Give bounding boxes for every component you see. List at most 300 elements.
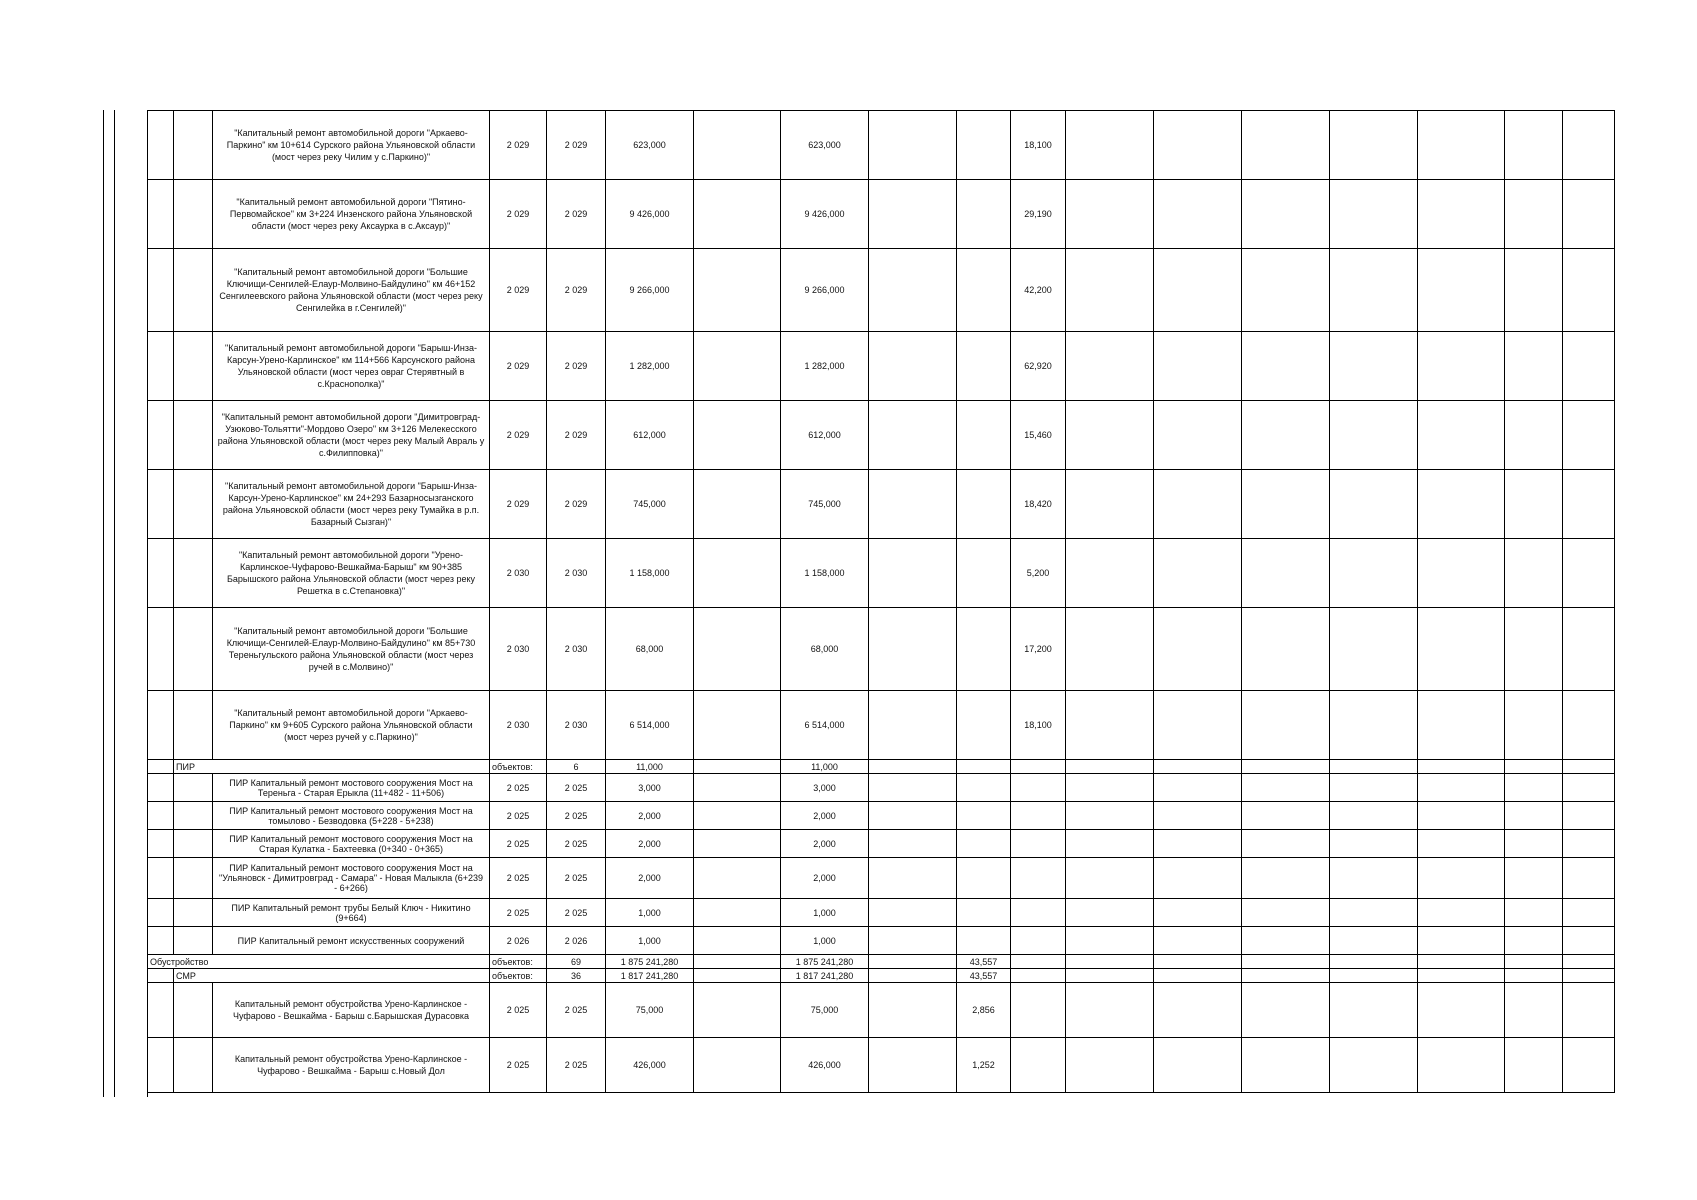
table-cell-empty — [1242, 180, 1330, 249]
table-cell-empty — [694, 983, 781, 1038]
table-cell-empty — [869, 1038, 957, 1093]
objects-count: 36 — [547, 969, 606, 983]
table-cell-empty — [869, 470, 957, 539]
end-year: 2 029 — [547, 401, 606, 470]
table-cell-empty — [869, 830, 957, 858]
table-cell-empty — [1066, 691, 1154, 760]
table-cell-empty — [1066, 401, 1154, 470]
table-cell-empty — [1066, 1038, 1154, 1093]
table-cell-empty — [1066, 608, 1154, 691]
table-cell-empty — [1418, 249, 1505, 332]
indent-cell — [148, 608, 174, 691]
start-year: 2 025 — [490, 830, 547, 858]
table-row — [148, 608, 1615, 691]
table-row — [148, 691, 1615, 760]
indent-cell — [174, 774, 213, 802]
indent-cell — [148, 774, 174, 802]
indent-cell — [174, 691, 213, 760]
table-cell-empty — [694, 470, 781, 539]
end-year: 2 025 — [547, 802, 606, 830]
table-cell-empty — [1563, 774, 1615, 802]
table-cell-empty — [1154, 608, 1242, 691]
object-description: "Капитальный ремонт автомобильной дороги "Аркаево-Паркино" км 10+614 Сурского района Ульяновской области (мост через реку Чилим у с.Паркино)" — [213, 111, 490, 180]
table-row — [148, 899, 1615, 927]
table-cell-empty — [1154, 969, 1242, 983]
table-cell-empty — [1242, 760, 1330, 774]
end-year: 2 030 — [547, 691, 606, 760]
table-cell-empty — [1242, 608, 1330, 691]
table-cell-empty — [1563, 249, 1615, 332]
table-row — [148, 1038, 1615, 1093]
table-row — [148, 111, 1615, 180]
regional-budget: 426,000 — [781, 1038, 869, 1093]
length-value: 62,920 — [1011, 332, 1066, 401]
total-cost: 1,000 — [606, 899, 694, 927]
table-cell-empty — [957, 470, 1011, 539]
regional-budget: 1 282,000 — [781, 332, 869, 401]
table-cell-empty — [1011, 858, 1066, 899]
objects-count: 69 — [547, 955, 606, 969]
table-row — [148, 332, 1615, 401]
table-cell-empty — [1066, 470, 1154, 539]
summary-row — [148, 969, 1615, 983]
table-cell-empty — [1418, 608, 1505, 691]
end-year: 2 030 — [547, 608, 606, 691]
table-cell-empty — [1505, 983, 1563, 1038]
table-cell-empty — [1563, 608, 1615, 691]
table-cell-empty — [1330, 111, 1418, 180]
table-cell-empty — [1418, 401, 1505, 470]
total-cost: 1 282,000 — [606, 332, 694, 401]
indent-cell — [174, 249, 213, 332]
table-cell-empty — [869, 983, 957, 1038]
table-cell-empty — [1330, 401, 1418, 470]
table-cell-empty — [1418, 927, 1505, 955]
table-cell-empty — [1011, 927, 1066, 955]
table-cell-empty — [1330, 858, 1418, 899]
regional-budget: 9 426,000 — [781, 180, 869, 249]
total-cost: 623,000 — [606, 111, 694, 180]
object-description: "Капитальный ремонт автомобильной дороги "Урено-Карлинское-Чуфарово-Вешкайма-Барыш" км 90+385 Барышского района Ульяновской области (мост через реку Решетка в с.Степановка)" — [213, 539, 490, 608]
table-cell-empty — [1418, 111, 1505, 180]
object-description: "Капитальный ремонт автомобильной дороги "Большие Ключищи-Сенгилей-Елаур-Молвино-Байдулино" км 85+730 Тереньгульского района Ульяновской области (мост через ручей в с.Молвино)" — [213, 608, 490, 691]
start-year: 2 025 — [490, 802, 547, 830]
table-cell-empty — [694, 401, 781, 470]
table-cell-empty — [1154, 858, 1242, 899]
table-cell-empty — [1563, 760, 1615, 774]
outline-line — [114, 110, 115, 1097]
end-year: 2 025 — [547, 899, 606, 927]
length-value: 43,557 — [957, 969, 1011, 983]
summary-row — [148, 760, 1615, 774]
table-cell-empty — [1418, 760, 1505, 774]
object-description: "Капитальный ремонт автомобильной дороги "Аркаево-Паркино" км 9+605 Сурского района Ульяновской области (мост через ручей у с.Паркино)" — [213, 691, 490, 760]
table-cell-empty — [1066, 858, 1154, 899]
table-cell-empty — [869, 899, 957, 927]
table-cell-empty — [694, 802, 781, 830]
regional-budget: 68,000 — [781, 608, 869, 691]
objects-label: объектов: — [490, 955, 547, 969]
table-cell-empty — [1505, 1038, 1563, 1093]
table-cell-empty — [1066, 969, 1154, 983]
table-cell-empty — [1066, 180, 1154, 249]
table-cell-empty — [1154, 1038, 1242, 1093]
start-year: 2 029 — [490, 180, 547, 249]
indent-cell — [174, 830, 213, 858]
total-cost: 11,000 — [606, 760, 694, 774]
end-year: 2 025 — [547, 830, 606, 858]
table-cell-empty — [1505, 760, 1563, 774]
table-cell-empty — [1242, 249, 1330, 332]
table-row — [148, 539, 1615, 608]
table-row — [148, 470, 1615, 539]
total-cost: 9 266,000 — [606, 249, 694, 332]
table-cell-empty — [694, 111, 781, 180]
regional-budget: 745,000 — [781, 470, 869, 539]
table-cell-empty — [1418, 470, 1505, 539]
table-cell-empty — [1011, 983, 1066, 1038]
indent-cell — [174, 401, 213, 470]
start-year: 2 030 — [490, 691, 547, 760]
end-year: 2 026 — [547, 927, 606, 955]
table-cell-empty — [1066, 774, 1154, 802]
table-cell-empty — [1154, 802, 1242, 830]
regional-budget: 3,000 — [781, 774, 869, 802]
start-year: 2 029 — [490, 401, 547, 470]
total-cost: 68,000 — [606, 608, 694, 691]
indent-cell — [174, 470, 213, 539]
regional-budget: 6 514,000 — [781, 691, 869, 760]
table-cell-empty — [1154, 955, 1242, 969]
table-cell-empty — [1242, 539, 1330, 608]
table-cell-empty — [694, 249, 781, 332]
total-cost: 1 817 241,280 — [606, 969, 694, 983]
table-cell-empty — [1066, 899, 1154, 927]
table-cell-empty — [1418, 802, 1505, 830]
start-year: 2 025 — [490, 858, 547, 899]
length-value: 18,100 — [1011, 691, 1066, 760]
table-cell-empty — [957, 249, 1011, 332]
table-cell-empty — [1242, 830, 1330, 858]
length-value: 2,856 — [957, 983, 1011, 1038]
start-year: 2 030 — [490, 539, 547, 608]
indent-cell — [174, 332, 213, 401]
regional-budget: 2,000 — [781, 830, 869, 858]
table-cell-empty — [869, 180, 957, 249]
indent-cell — [148, 927, 174, 955]
indent-cell — [174, 802, 213, 830]
table-row — [148, 401, 1615, 470]
table-cell-empty — [1505, 691, 1563, 760]
start-year: 2 030 — [490, 608, 547, 691]
regional-budget: 1 875 241,280 — [781, 955, 869, 969]
indent-cell — [174, 111, 213, 180]
table-cell-empty — [1563, 802, 1615, 830]
table-cell-empty — [1330, 802, 1418, 830]
table-cell-empty — [1563, 691, 1615, 760]
start-year: 2 029 — [490, 249, 547, 332]
table-cell-empty — [1242, 691, 1330, 760]
length-value: 17,200 — [1011, 608, 1066, 691]
table-cell-empty — [1563, 332, 1615, 401]
table-cell-empty — [1418, 830, 1505, 858]
object-description: ПИР Капитальный ремонт искусственных сооружений — [213, 927, 490, 955]
indent-cell — [148, 180, 174, 249]
table-cell-empty — [1418, 180, 1505, 249]
table-cell-empty — [694, 899, 781, 927]
table-cell-empty — [1011, 830, 1066, 858]
table-cell-empty — [1505, 927, 1563, 955]
table-cell-empty — [1242, 969, 1330, 983]
table-cell-empty — [1242, 111, 1330, 180]
table-cell-empty — [869, 691, 957, 760]
table-cell-empty — [694, 774, 781, 802]
table-cell-empty — [957, 760, 1011, 774]
indent-cell — [148, 470, 174, 539]
total-cost: 1 158,000 — [606, 539, 694, 608]
table-cell-empty — [1505, 955, 1563, 969]
section-label: СМР — [174, 969, 490, 983]
table-body — [148, 111, 1615, 1093]
table-cell-empty — [1242, 858, 1330, 899]
table-cell-empty — [1011, 969, 1066, 983]
objects-count: 6 — [547, 760, 606, 774]
table-cell-empty — [869, 969, 957, 983]
total-cost: 426,000 — [606, 1038, 694, 1093]
table-cell-empty — [957, 608, 1011, 691]
indent-cell — [148, 899, 174, 927]
length-value: 5,200 — [1011, 539, 1066, 608]
table-cell-empty — [1505, 111, 1563, 180]
table-cell-empty — [957, 691, 1011, 760]
indent-cell — [148, 1038, 174, 1093]
table-cell-empty — [1154, 539, 1242, 608]
objects-label: объектов: — [490, 969, 547, 983]
total-cost: 9 426,000 — [606, 180, 694, 249]
table-cell-empty — [1330, 830, 1418, 858]
budget-table — [147, 110, 1615, 1093]
table-cell-empty — [869, 802, 957, 830]
table-cell-empty — [694, 858, 781, 899]
table-cell-empty — [1242, 802, 1330, 830]
regional-budget: 1 817 241,280 — [781, 969, 869, 983]
table-row — [148, 774, 1615, 802]
table-cell-empty — [1563, 927, 1615, 955]
table-cell-empty — [1418, 332, 1505, 401]
total-cost: 1 875 241,280 — [606, 955, 694, 969]
table-cell-empty — [957, 802, 1011, 830]
outline-line — [103, 110, 104, 1097]
table-cell-empty — [1505, 332, 1563, 401]
total-cost: 3,000 — [606, 774, 694, 802]
table-cell-empty — [1330, 1038, 1418, 1093]
table-cell-empty — [957, 111, 1011, 180]
table-cell-empty — [1330, 332, 1418, 401]
table-cell-empty — [1330, 774, 1418, 802]
table-cell-empty — [1418, 1038, 1505, 1093]
start-year: 2 025 — [490, 774, 547, 802]
table-cell-empty — [1563, 180, 1615, 249]
table-cell-empty — [1242, 983, 1330, 1038]
total-cost: 2,000 — [606, 830, 694, 858]
table-cell-empty — [869, 608, 957, 691]
end-year: 2 029 — [547, 111, 606, 180]
section-label: Обустройство — [148, 955, 490, 969]
table-cell-empty — [1330, 927, 1418, 955]
table-cell-empty — [1011, 899, 1066, 927]
table-cell-empty — [1505, 969, 1563, 983]
total-cost: 1,000 — [606, 927, 694, 955]
table-cell-empty — [869, 111, 957, 180]
end-year: 2 025 — [547, 858, 606, 899]
table-cell-empty — [1505, 401, 1563, 470]
length-value: 42,200 — [1011, 249, 1066, 332]
table-cell-empty — [1505, 180, 1563, 249]
table-cell-empty — [1066, 249, 1154, 332]
table-cell-empty — [1154, 180, 1242, 249]
table-cell-empty — [1154, 332, 1242, 401]
table-cell-empty — [694, 927, 781, 955]
table-cell-empty — [1154, 249, 1242, 332]
table-cell-empty — [1066, 955, 1154, 969]
table-cell-empty — [1330, 180, 1418, 249]
indent-cell — [148, 969, 174, 983]
table-cell-empty — [1418, 539, 1505, 608]
table-cell-empty — [1011, 774, 1066, 802]
object-description: Капитальный ремонт обустройства Урено-Карлинское - Чуфарово - Вешкайма - Барыш с.Новый Дол — [213, 1038, 490, 1093]
table-cell-empty — [694, 691, 781, 760]
table-cell-empty — [1563, 830, 1615, 858]
total-cost: 2,000 — [606, 858, 694, 899]
table-cell-empty — [1563, 539, 1615, 608]
table-cell-empty — [1066, 983, 1154, 1038]
table-cell-empty — [1066, 830, 1154, 858]
table-cell-empty — [694, 332, 781, 401]
table-cell-empty — [1011, 802, 1066, 830]
table-cell-empty — [869, 858, 957, 899]
indent-cell — [174, 927, 213, 955]
table-cell-empty — [1505, 774, 1563, 802]
section-label: ПИР — [174, 760, 490, 774]
table-row — [148, 983, 1615, 1038]
table-cell-empty — [1505, 858, 1563, 899]
table-cell-empty — [1505, 899, 1563, 927]
table-cell-empty — [1066, 111, 1154, 180]
object-description: ПИР Капитальный ремонт мостового сооружения Мост на Старая Кулатка - Бахтеевка (0+340 - 0+365) — [213, 830, 490, 858]
table-cell-empty — [1418, 955, 1505, 969]
table-cell-empty — [957, 774, 1011, 802]
table-row — [148, 180, 1615, 249]
table-cell-empty — [694, 830, 781, 858]
table-cell-empty — [1505, 539, 1563, 608]
start-year: 2 029 — [490, 111, 547, 180]
table-cell-empty — [1066, 539, 1154, 608]
table-cell-empty — [1418, 691, 1505, 760]
table-cell-empty — [1505, 249, 1563, 332]
object-description: "Капитальный ремонт автомобильной дороги "Димитровград-Узюково-Тольятти"-Мордово Озеро" км 3+126 Мелекесского района Ульяновской области (мост через реку Малый Авраль у с.Филипповка)" — [213, 401, 490, 470]
table-cell-empty — [1011, 1038, 1066, 1093]
table-cell-empty — [1242, 955, 1330, 969]
table-cell-empty — [1154, 830, 1242, 858]
indent-cell — [148, 539, 174, 608]
table-row — [148, 802, 1615, 830]
table-cell-empty — [1505, 608, 1563, 691]
table-cell-empty — [869, 760, 957, 774]
end-year: 2 029 — [547, 332, 606, 401]
object-description: "Капитальный ремонт автомобильной дороги "Барыш-Инза-Карсун-Урено-Карлинское" км 24+293 Базарносызганского района Ульяновской области (мост через реку Тумайка в р.п. Базарный Сызган)" — [213, 470, 490, 539]
total-cost: 612,000 — [606, 401, 694, 470]
regional-budget: 2,000 — [781, 802, 869, 830]
table-cell-empty — [1418, 858, 1505, 899]
table-cell-empty — [957, 401, 1011, 470]
table-row — [148, 830, 1615, 858]
table-cell-empty — [1330, 691, 1418, 760]
object-description: "Капитальный ремонт автомобильной дороги "Пятино-Первомайское" км 3+224 Инзенского района Ульяновской области (мост через реку Аксаурка в с.Аксаур)" — [213, 180, 490, 249]
regional-budget: 9 266,000 — [781, 249, 869, 332]
table-cell-empty — [869, 249, 957, 332]
table-cell-empty — [1330, 983, 1418, 1038]
regional-budget: 1,000 — [781, 899, 869, 927]
table-cell-empty — [1066, 802, 1154, 830]
indent-cell — [148, 802, 174, 830]
table-cell-empty — [1330, 899, 1418, 927]
end-year: 2 029 — [547, 470, 606, 539]
table-cell-empty — [1563, 955, 1615, 969]
table-cell-empty — [1242, 470, 1330, 539]
start-year: 2 025 — [490, 983, 547, 1038]
object-description: ПИР Капитальный ремонт мостового сооружения Мост на "Ульяновск - Димитровград - Самара" - Новая Малыкла (6+239 - 6+266) — [213, 858, 490, 899]
total-cost: 2,000 — [606, 802, 694, 830]
table-cell-empty — [694, 608, 781, 691]
table-cell-empty — [694, 539, 781, 608]
table-row — [148, 249, 1615, 332]
table-cell-empty — [1505, 830, 1563, 858]
regional-budget: 612,000 — [781, 401, 869, 470]
table-cell-empty — [694, 180, 781, 249]
table-cell-empty — [1563, 111, 1615, 180]
table-cell-empty — [869, 774, 957, 802]
table-cell-empty — [1330, 760, 1418, 774]
indent-cell — [148, 249, 174, 332]
table-cell-empty — [1066, 332, 1154, 401]
table-cell-empty — [1154, 983, 1242, 1038]
object-description: "Капитальный ремонт автомобильной дороги "Барыш-Инза-Карсун-Урено-Карлинское" км 114+566 Карсунского района Ульяновской области (мост через овраг Стерявтный в с.Краснополка)" — [213, 332, 490, 401]
table-cell-empty — [1154, 401, 1242, 470]
table-cell-empty — [1563, 983, 1615, 1038]
table-cell-empty — [1242, 401, 1330, 470]
table-cell-empty — [1563, 401, 1615, 470]
end-year: 2 030 — [547, 539, 606, 608]
table-cell-empty — [1418, 983, 1505, 1038]
start-year: 2 025 — [490, 899, 547, 927]
indent-cell — [174, 180, 213, 249]
length-value: 1,252 — [957, 1038, 1011, 1093]
table-cell-empty — [694, 969, 781, 983]
start-year: 2 029 — [490, 332, 547, 401]
start-year: 2 025 — [490, 1038, 547, 1093]
end-year: 2 025 — [547, 983, 606, 1038]
regional-budget: 623,000 — [781, 111, 869, 180]
table-cell-empty — [1154, 760, 1242, 774]
table-cell-empty — [1330, 539, 1418, 608]
end-year: 2 029 — [547, 180, 606, 249]
end-year: 2 025 — [547, 774, 606, 802]
summary-row — [148, 955, 1615, 969]
table-cell-empty — [1242, 927, 1330, 955]
indent-cell — [174, 899, 213, 927]
table-cell-empty — [957, 927, 1011, 955]
table-cell-empty — [1154, 691, 1242, 760]
